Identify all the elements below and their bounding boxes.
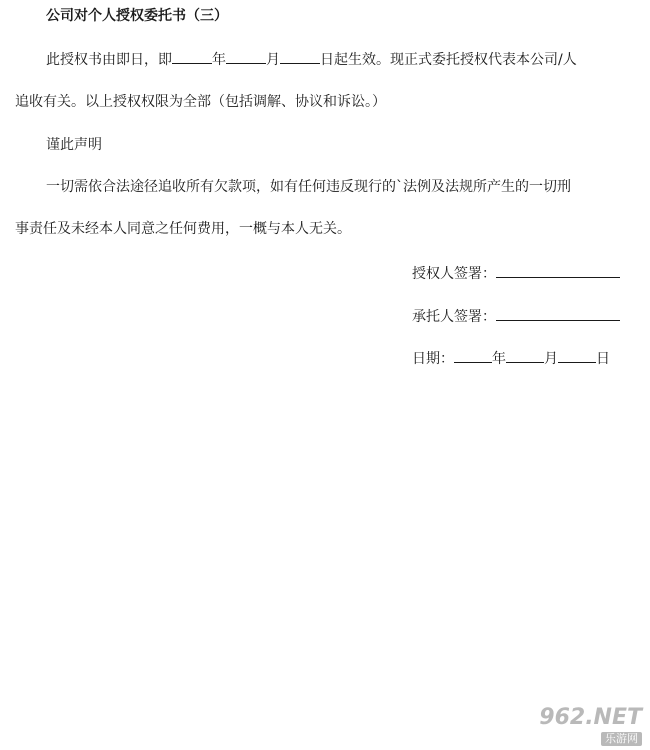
- year-label: 年: [212, 52, 226, 68]
- trustee-signature-blank[interactable]: [496, 305, 620, 321]
- declaration-heading: 谨此声明: [46, 137, 102, 153]
- date-day-label: 日: [596, 351, 610, 367]
- year-blank[interactable]: [172, 48, 212, 64]
- effective-text-rest: 日起生效。现正式委托授权代表本公司/人: [320, 52, 577, 68]
- month-label: 月: [266, 52, 280, 68]
- authorizer-signature-row: [412, 262, 620, 284]
- month-blank[interactable]: [226, 48, 266, 64]
- trustee-signature-row: [412, 305, 620, 327]
- document-title: 公司对个人授权委托书（三）: [46, 8, 228, 24]
- date-month-label: 月: [544, 351, 558, 367]
- site-watermark: [510, 706, 642, 746]
- paragraph-liability-line2: 事责任及未经本人同意之任何费用，一概与本人无关。: [15, 221, 351, 237]
- paragraph-effective-date: [46, 48, 577, 70]
- date-row: [412, 347, 610, 369]
- authorizer-signature-blank[interactable]: [496, 262, 620, 278]
- authorizer-signature-label: 授权人签署：: [412, 266, 496, 282]
- date-day-blank[interactable]: [558, 347, 596, 363]
- date-month-blank[interactable]: [506, 347, 544, 363]
- trustee-signature-label: 承托人签署：: [412, 309, 496, 325]
- date-label: 日期：: [412, 351, 454, 367]
- watermark-logo: 962.NET: [539, 705, 642, 730]
- day-blank[interactable]: [280, 48, 320, 64]
- effective-text-intro: 此授权书由即日，即: [46, 52, 172, 68]
- date-year-label: 年: [492, 351, 506, 367]
- watermark-site-name: 乐游网: [601, 732, 642, 746]
- date-year-blank[interactable]: [454, 347, 492, 363]
- paragraph-liability-line1: 一切需依合法途径追收所有欠款项，如有任何违反现行的`法例及法规所产生的一切刑: [46, 179, 571, 195]
- paragraph-scope: 追收有关。以上授权权限为全部（包括调解、协议和诉讼。）: [15, 94, 386, 110]
